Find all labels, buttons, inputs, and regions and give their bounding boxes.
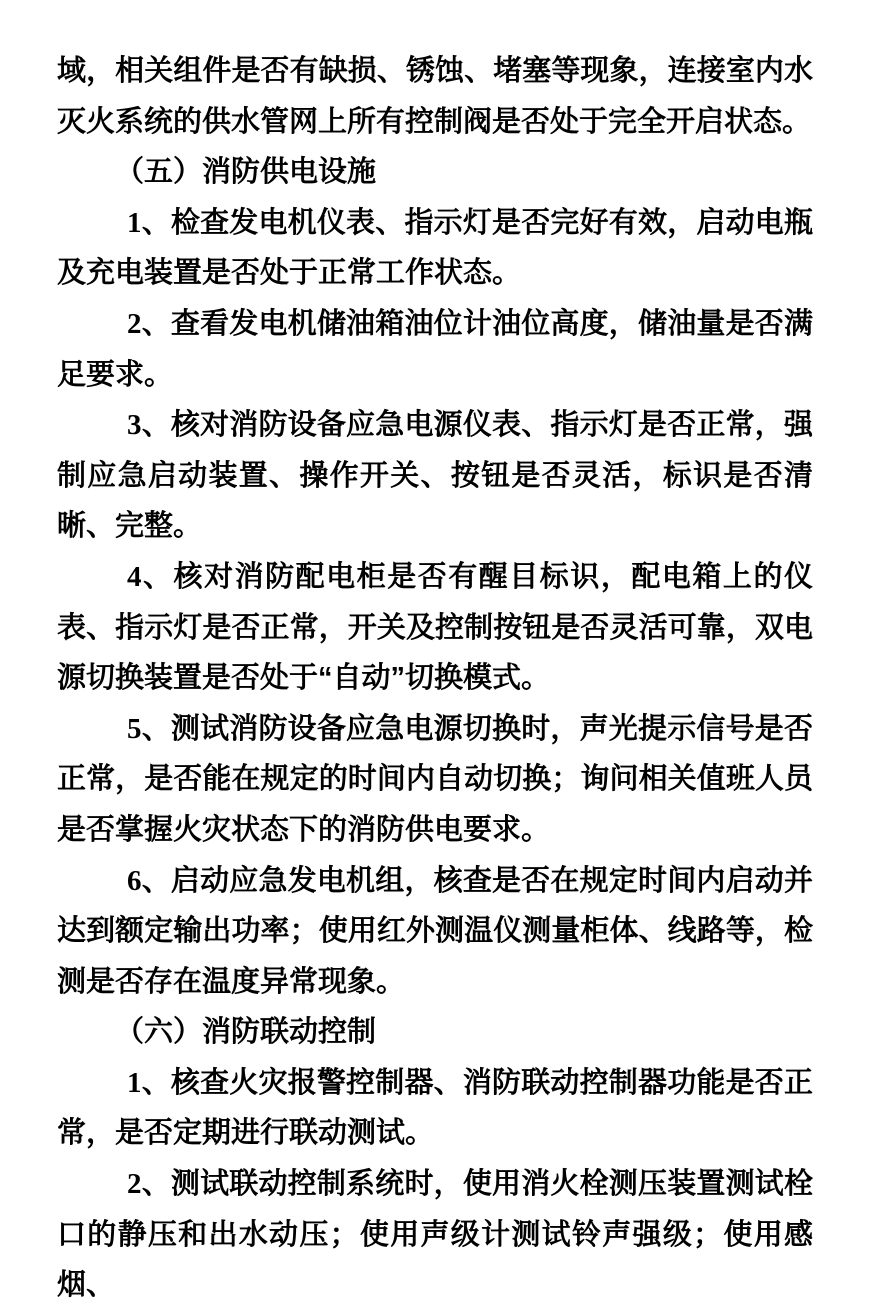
item-number-separator: 、 [141,409,171,442]
paragraph-text: 域，相关组件是否有缺损、锈蚀、堵塞等现象，连接室内水灭火系统的供水管网上所有控制阀是否处于完全开启状态。 [57,55,813,138]
numbered-paragraph [57,856,813,1008]
numbered-paragraph [57,299,813,400]
paragraph-text: 核对消防配电柜是否有醒目标识，配电箱上的仪表、指示灯是否正常，开关及控制按钮是否灵活可靠，双电源切换装置是否处于“自动”切换模式。 [57,560,813,695]
paragraph-text: 启动应急发电机组，核查是否在规定时间内启动并达到额定输出功率；使用红外测温仪测量柜体、线路等，检测是否存在温度异常现象。 [57,864,813,998]
section-heading-text: （五）消防供电设施 [115,156,377,189]
section-heading [57,1007,813,1058]
section-heading [57,147,813,198]
item-number-separator: 、 [141,864,171,897]
paragraph-continuation [57,46,813,147]
numbered-paragraph [57,1058,813,1159]
numbered-paragraph [57,198,813,299]
paragraph-text: 测试消防设备应急电源切换时，声光提示信号是否正常，是否能在规定的时间内自动切换；询问相关值班人员是否掌握火灾状态下的消防供电要求。 [57,712,813,846]
paragraph-text: 测试联动控制系统时，使用消火栓测压装置测试栓口的静压和出水动压；使用声级计测试铃声强级；使用感烟、 [57,1168,813,1302]
item-number: 2 [127,307,142,340]
item-number-separator: 、 [141,1066,171,1099]
item-number: 5 [127,712,142,745]
item-number-separator: 、 [141,1168,171,1201]
item-number-separator: 、 [141,560,174,593]
numbered-paragraph [57,704,813,856]
document-body [57,46,813,1311]
item-number-separator: 、 [141,712,171,745]
numbered-paragraph [57,1159,813,1311]
item-number-separator: 、 [141,206,171,239]
item-number-separator: 、 [141,307,171,340]
item-number: 4 [127,560,142,593]
item-number: 6 [127,864,142,897]
item-number: 2 [127,1168,142,1201]
section-heading-text: （六）消防联动控制 [115,1016,377,1049]
paragraph-text: 检查发电机仪表、指示灯是否完好有效，启动电瓶及充电装置是否处于正常工作状态。 [57,206,813,290]
item-number: 3 [127,409,142,442]
item-number: 1 [127,206,142,239]
paragraph-text: 核查火灾报警控制器、消防联动控制器功能是否正常，是否定期进行联动测试。 [57,1066,813,1150]
paragraph-text: 核对消防设备应急电源仪表、指示灯是否正常，强制应急启动装置、操作开关、按钮是否灵活，标识是否清晰、完整。 [57,409,813,543]
item-number: 1 [127,1066,142,1099]
paragraph-text: 查看发电机储油箱油位计油位高度，储油量是否满足要求。 [57,307,813,391]
numbered-paragraph [57,552,813,704]
numbered-paragraph [57,400,813,552]
